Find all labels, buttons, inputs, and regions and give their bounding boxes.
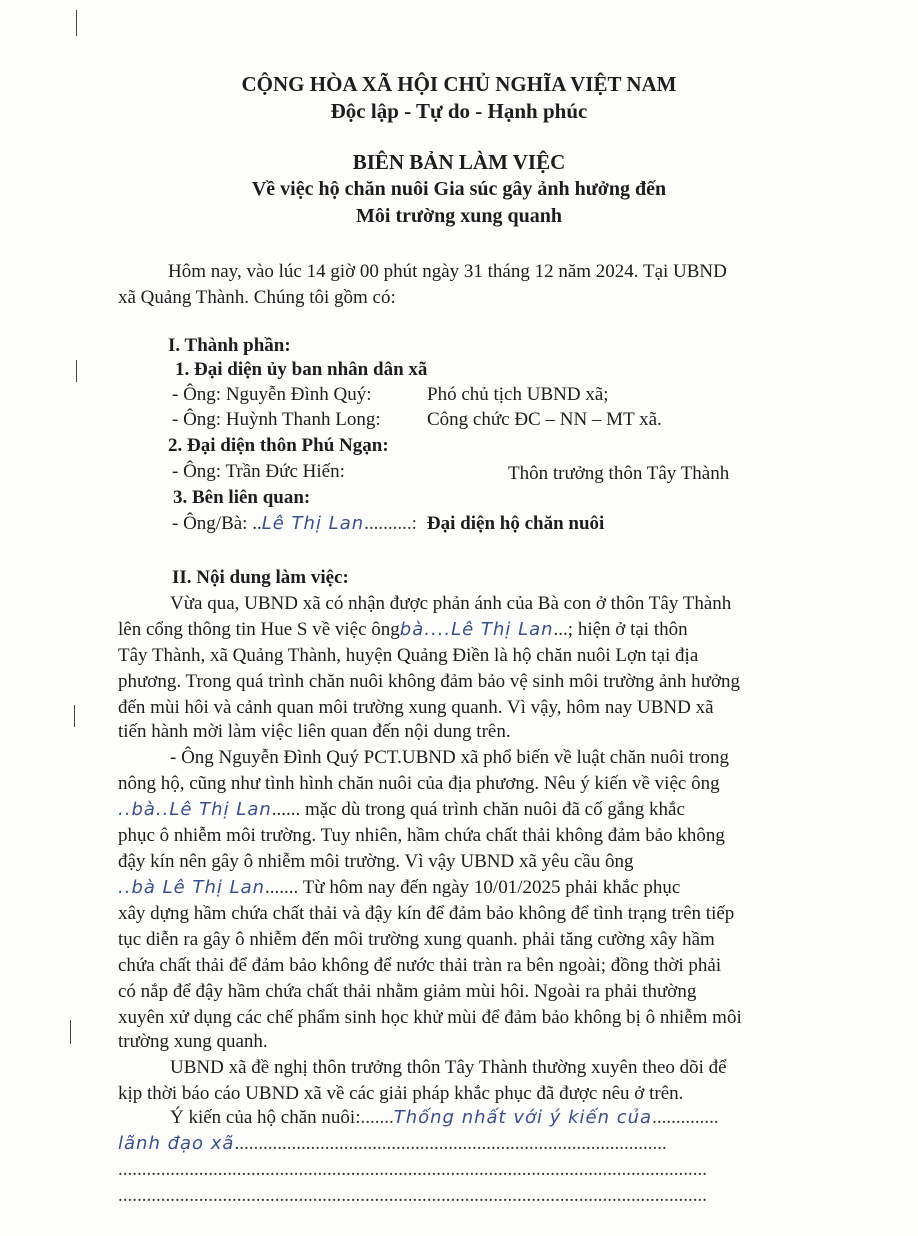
national-title: CỘNG HÒA XÃ HỘI CHỦ NGHĨA VIỆT NAM [241, 72, 677, 96]
para-2-line-8: tục diễn ra gây ô nhiễm đến môi trường xung quanh. phải tăng cường xây hầm [118, 929, 715, 950]
scan-margin-mark [70, 1020, 71, 1044]
farmer-opinion-line-4: ............................................................................................................................ [118, 1185, 707, 1206]
para-2-line-4: phục ô nhiễm môi trường. Tuy nhiên, hầm chứa chất thải không đảm bảo không [118, 825, 725, 846]
party-3-member-line [172, 512, 604, 536]
para-1-line-2: lên cổng thông tin Hue S về việc ôngbà....Lê Thị Lan...; hiện ở tại thôn [118, 619, 688, 640]
handwritten-name: Lê Thị Lan [261, 513, 365, 534]
para-3-line-2: kịp thời báo cáo UBND xã về các giải pháp khắc phục đã được nêu ở trên. [118, 1083, 684, 1104]
party-2-member-1-role: Thôn trưởng thôn Tây Thành [508, 463, 730, 484]
party-1-member-2-role: Công chức ĐC – NN – MT xã. [427, 409, 662, 430]
party-2-heading: 2. Đại diện thôn Phú Ngạn: [168, 435, 389, 456]
farmer-opinion-label: Ý kiến của hộ chăn nuôi: [170, 1107, 361, 1128]
handwritten-name: bà....Lê Thị Lan [399, 619, 554, 640]
handwritten-opinion: Thống nhất với ý kiến của [393, 1107, 653, 1128]
para-2-line-2: nông hộ, cũng như tình hình chăn nuôi của địa phương. Nêu ý kiến về việc ông [118, 773, 720, 794]
para-2-line-3: ..bà..Lê Thị Lan...... mặc dù trong quá trình chăn nuôi đã cố gắng khắc [118, 799, 685, 820]
document-title: BIÊN BẢN LÀM VIỆC [352, 150, 566, 174]
para-1-line-4: phương. Trong quá trình chăn nuôi không đảm bảo vệ sinh môi trường ảnh hưởng [118, 671, 741, 692]
handwritten-name: ..bà Lê Thị Lan [118, 877, 266, 898]
document-subtitle-line-1: Về việc hộ chăn nuôi Gia súc gây ảnh hưởng đến [251, 178, 667, 200]
para-2-line-10: có nắp để đậy hầm chứa chất thải nhằm giảm mùi hôi. Ngoài ra phải thường [118, 981, 697, 1002]
para-2-line-6: ..bà Lê Thị Lan....... Từ hôm nay đến ngày 10/01/2025 phải khắc phục [118, 877, 681, 898]
para-3-line-1: UBND xã đề nghị thôn trưởng thôn Tây Thành thường xuyên theo dõi để [170, 1057, 727, 1078]
para-2-line-12: trường xung quanh. [118, 1031, 268, 1052]
para-2-line-9: chứa chất thải để đảm bảo không để nước thải tràn ra bên ngoài; đồng thời phải [118, 955, 722, 976]
scan-margin-mark [76, 360, 77, 382]
handwritten-opinion: lãnh đạo xã [118, 1133, 235, 1154]
farmer-opinion-line-3: ............................................................................................................................ [118, 1159, 707, 1180]
para-1-line-1: Vừa qua, UBND xã có nhận được phản ánh của Bà con ở thôn Tây Thành [170, 593, 732, 614]
para-2-line-7: xây dựng hầm chứa chất thải và đậy kín để đảm bảo không để tình trạng trên tiếp [118, 903, 735, 924]
para-2-line-5: đậy kín nên gây ô nhiễm môi trường. Vì vậy UBND xã yêu cầu ông [118, 851, 634, 872]
party-3-member-role: Đại diện hộ chăn nuôi [426, 513, 605, 534]
para-2-line-11: xuyên xử dụng các chế phẩm sinh học khử mùi để đảm bảo không bị ô nhiễm môi [118, 1007, 742, 1028]
party-3-member-prefix: - Ông/Bà: .. [172, 513, 262, 534]
handwritten-name: ..bà..Lê Thị Lan [118, 799, 272, 820]
document-subtitle-line-2: Môi trường xung quanh [356, 205, 562, 227]
party-2-member-1-name: - Ông: Trần Đức Hiến: [172, 461, 345, 482]
scan-margin-mark [76, 10, 77, 36]
section-2-heading: II. Nội dung làm việc: [172, 567, 349, 588]
para-1-line-3: Tây Thành, xã Quảng Thành, huyện Quảng Điền là hộ chăn nuôi Lợn tại địa [118, 645, 699, 666]
farmer-opinion-line-1: Ý kiến của hộ chăn nuôi:.......Thống nhất với ý kiến của.............. [170, 1107, 719, 1128]
para-2-line-1: - Ông Nguyễn Đình Quý PCT.UBND xã phổ biến về luật chăn nuôi trong [170, 747, 730, 768]
party-1-member-2-name: - Ông: Huỳnh Thanh Long: [172, 409, 381, 430]
farmer-opinion-line-2: lãnh đạo xã........................................................................................... [118, 1133, 667, 1154]
opening-line-1: Hôm nay, vào lúc 14 giờ 00 phút ngày 31 tháng 12 năm 2024. Tại UBND [168, 261, 727, 282]
national-motto: Độc lập - Tự do - Hạnh phúc [330, 99, 588, 123]
party-1-member-1-name: - Ông: Nguyễn Đình Quý: [172, 384, 372, 405]
scan-margin-mark [74, 705, 75, 727]
party-1-member-1-role: Phó chủ tịch UBND xã; [427, 384, 609, 405]
section-1-heading: I. Thành phần: [168, 335, 291, 356]
opening-line-2: xã Quảng Thành. Chúng tôi gồm có: [118, 287, 396, 308]
party-3-heading: 3. Bên liên quan: [173, 487, 311, 508]
para-1-line-6: tiến hành mời làm việc liên quan đến nội dung trên. [118, 721, 511, 742]
para-1-line-5: đến mùi hôi và cảnh quan môi trường xung quanh. Vì vậy, hôm nay UBND xã [118, 697, 714, 718]
party-1-heading: 1. Đại diện ủy ban nhân dân xã [175, 359, 428, 380]
dot-leader: ..........: [364, 513, 417, 534]
